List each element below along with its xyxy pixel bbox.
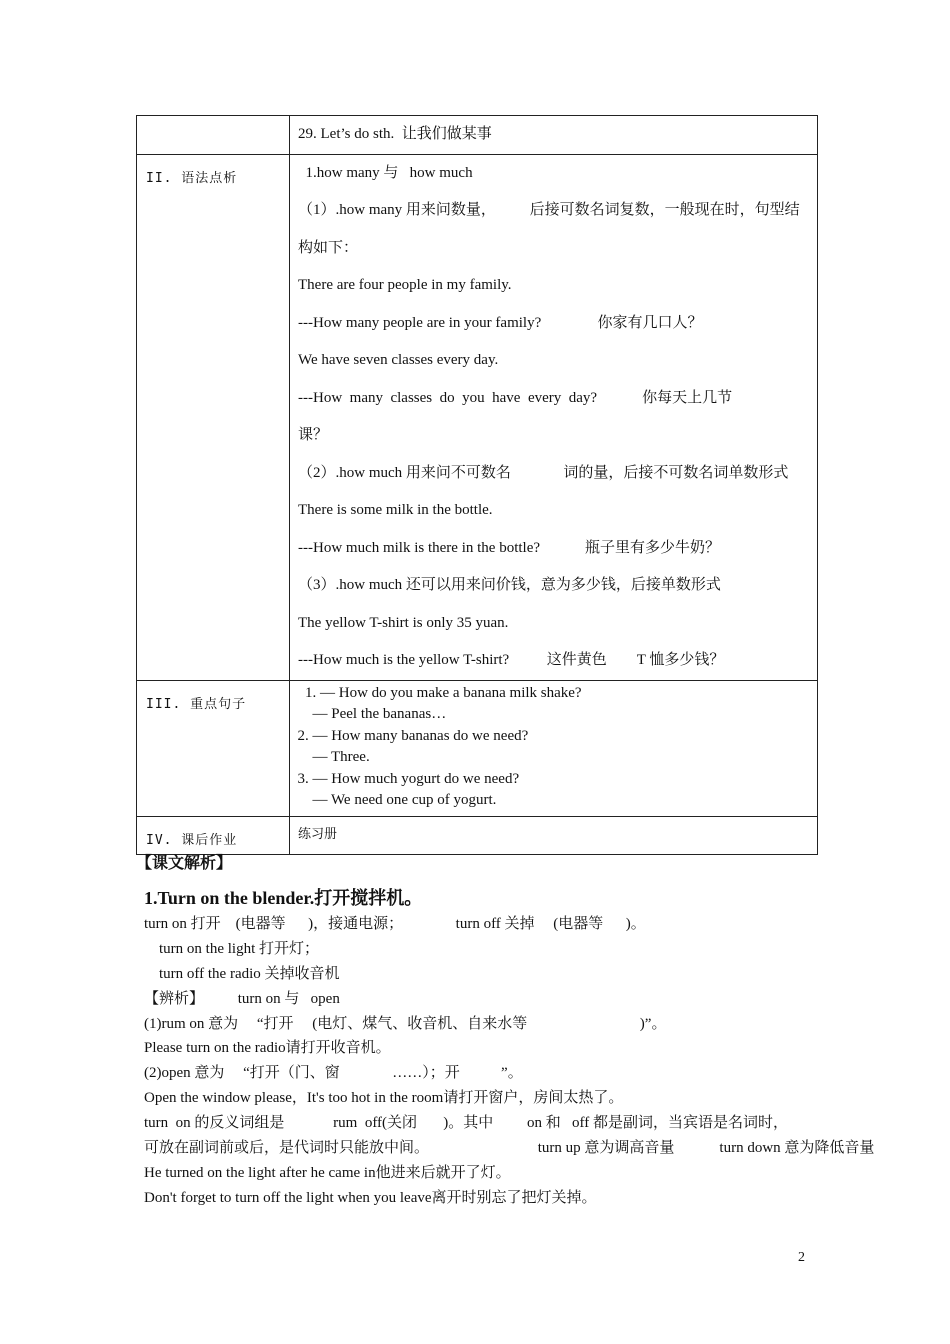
body-line: turn on 打开 (电器等 )，接通电源； turn off 关掉 (电器等 )。 — [144, 916, 646, 932]
sentence-line: 1. — How do you make a banana milk shake? — [290, 684, 582, 701]
body-line: 可放在副词前或后，是代词时只能放中间。 turn up 意为调高音量 turn down 意为降低音量 — [144, 1140, 875, 1157]
grammar-line: ---How many classes do you have every day? 你每天上几节 — [298, 389, 733, 406]
body-line: He turned on the light after he came in他进来后就开了灯。 — [144, 1164, 511, 1181]
row2-label-cell — [137, 154, 290, 680]
body-line: Please turn on the radio请打开收音机。 — [144, 1040, 391, 1057]
row1-content — [290, 116, 818, 155]
section-heading: 1.Turn on the blender.打开搅拌机。 — [144, 888, 423, 908]
sentence-line: — Three. — [290, 749, 370, 766]
page-number: 2 — [798, 1250, 805, 1265]
row1-text: 29. Let’s do sth. 让我们做某事 — [298, 126, 492, 142]
body-line: turn on the light 打开灯； — [144, 940, 319, 957]
grammar-line: The yellow T-shirt is only 35 yuan. — [298, 614, 509, 631]
table-row — [137, 817, 818, 855]
homework-label: IV. 课后作业 — [146, 833, 238, 849]
explanation-body — [144, 912, 875, 1211]
grammar-line: 1.how many 与 how much — [298, 164, 473, 181]
table-row — [137, 154, 818, 680]
grammar-line: （3）.how much 还可以用来问价钱，意为多少钱，后接单数形式 — [298, 577, 721, 593]
body-line: turn on 的反义词组是 rum off(关闭 )。其中 on 和 off 都是副词，当宾语是名词时， — [144, 1115, 789, 1132]
grammar-line: There is some milk in the bottle. — [298, 502, 493, 518]
row3-label-cell — [137, 680, 290, 817]
grammar-label: II. 语法点析 — [146, 170, 238, 186]
grammar-line: ---How many people are in your family? 你家有几口人？ — [298, 314, 703, 331]
homework-content — [290, 817, 818, 855]
grammar-line: ---How much is the yellow T-shirt? 这件黄色 T 恤多少钱？ — [298, 652, 725, 668]
body-line: 【辨析】 turn on 与 open — [144, 990, 340, 1007]
table-row — [137, 680, 818, 817]
row4-label-cell — [137, 817, 290, 855]
grammar-line: There are four people in my family. — [298, 277, 512, 293]
body-line: Open the window please，It's too hot in the room请打开窗户，房间太热了。 — [144, 1090, 624, 1107]
grammar-content — [290, 154, 818, 680]
body-line: turn off the radio 关掉收音机 — [144, 965, 340, 982]
homework-text: 练习册 — [298, 827, 338, 843]
grammar-line: 课？ — [298, 427, 329, 443]
lesson-table — [136, 115, 818, 855]
grammar-line: ---How much milk is there in the bottle? 瓶子里有多少牛奶？ — [298, 539, 721, 556]
row1-label — [137, 116, 290, 155]
body-line: (1)rum on 意为 “打开 (电灯、煤气、收音机、自来水等 )”。 — [144, 1015, 667, 1032]
grammar-line: （2）.how much 用来问不可数名 词的量，后接不可数名词单数形式 — [298, 464, 789, 481]
sentence-line: — Peel the bananas… — [290, 706, 447, 723]
sentence-line: 2. — How many bananas do we need? — [290, 727, 529, 744]
sentence-line: 3. — How much yogurt do we need? — [290, 770, 520, 787]
sentence-line: — We need one cup of yogurt. — [290, 792, 497, 809]
grammar-line: （1）.how many 用来问数量， 后接可数名词复数，一般现在时，句型结 — [298, 202, 800, 218]
table-row — [137, 116, 818, 155]
key-sentences-label: III. 重点句子 — [146, 696, 247, 712]
body-line: (2)open 意为 “打开（门、窗 ……）；开 ”。 — [144, 1065, 523, 1082]
grammar-line: We have seven classes every day. — [298, 352, 499, 368]
body-line: Don't forget to turn off the light when you leave离开时别忘了把灯关掉。 — [144, 1189, 597, 1206]
key-sentences-content — [290, 680, 818, 817]
grammar-line: 构如下： — [298, 239, 359, 256]
section-title: 【课文解析】 — [136, 853, 233, 872]
